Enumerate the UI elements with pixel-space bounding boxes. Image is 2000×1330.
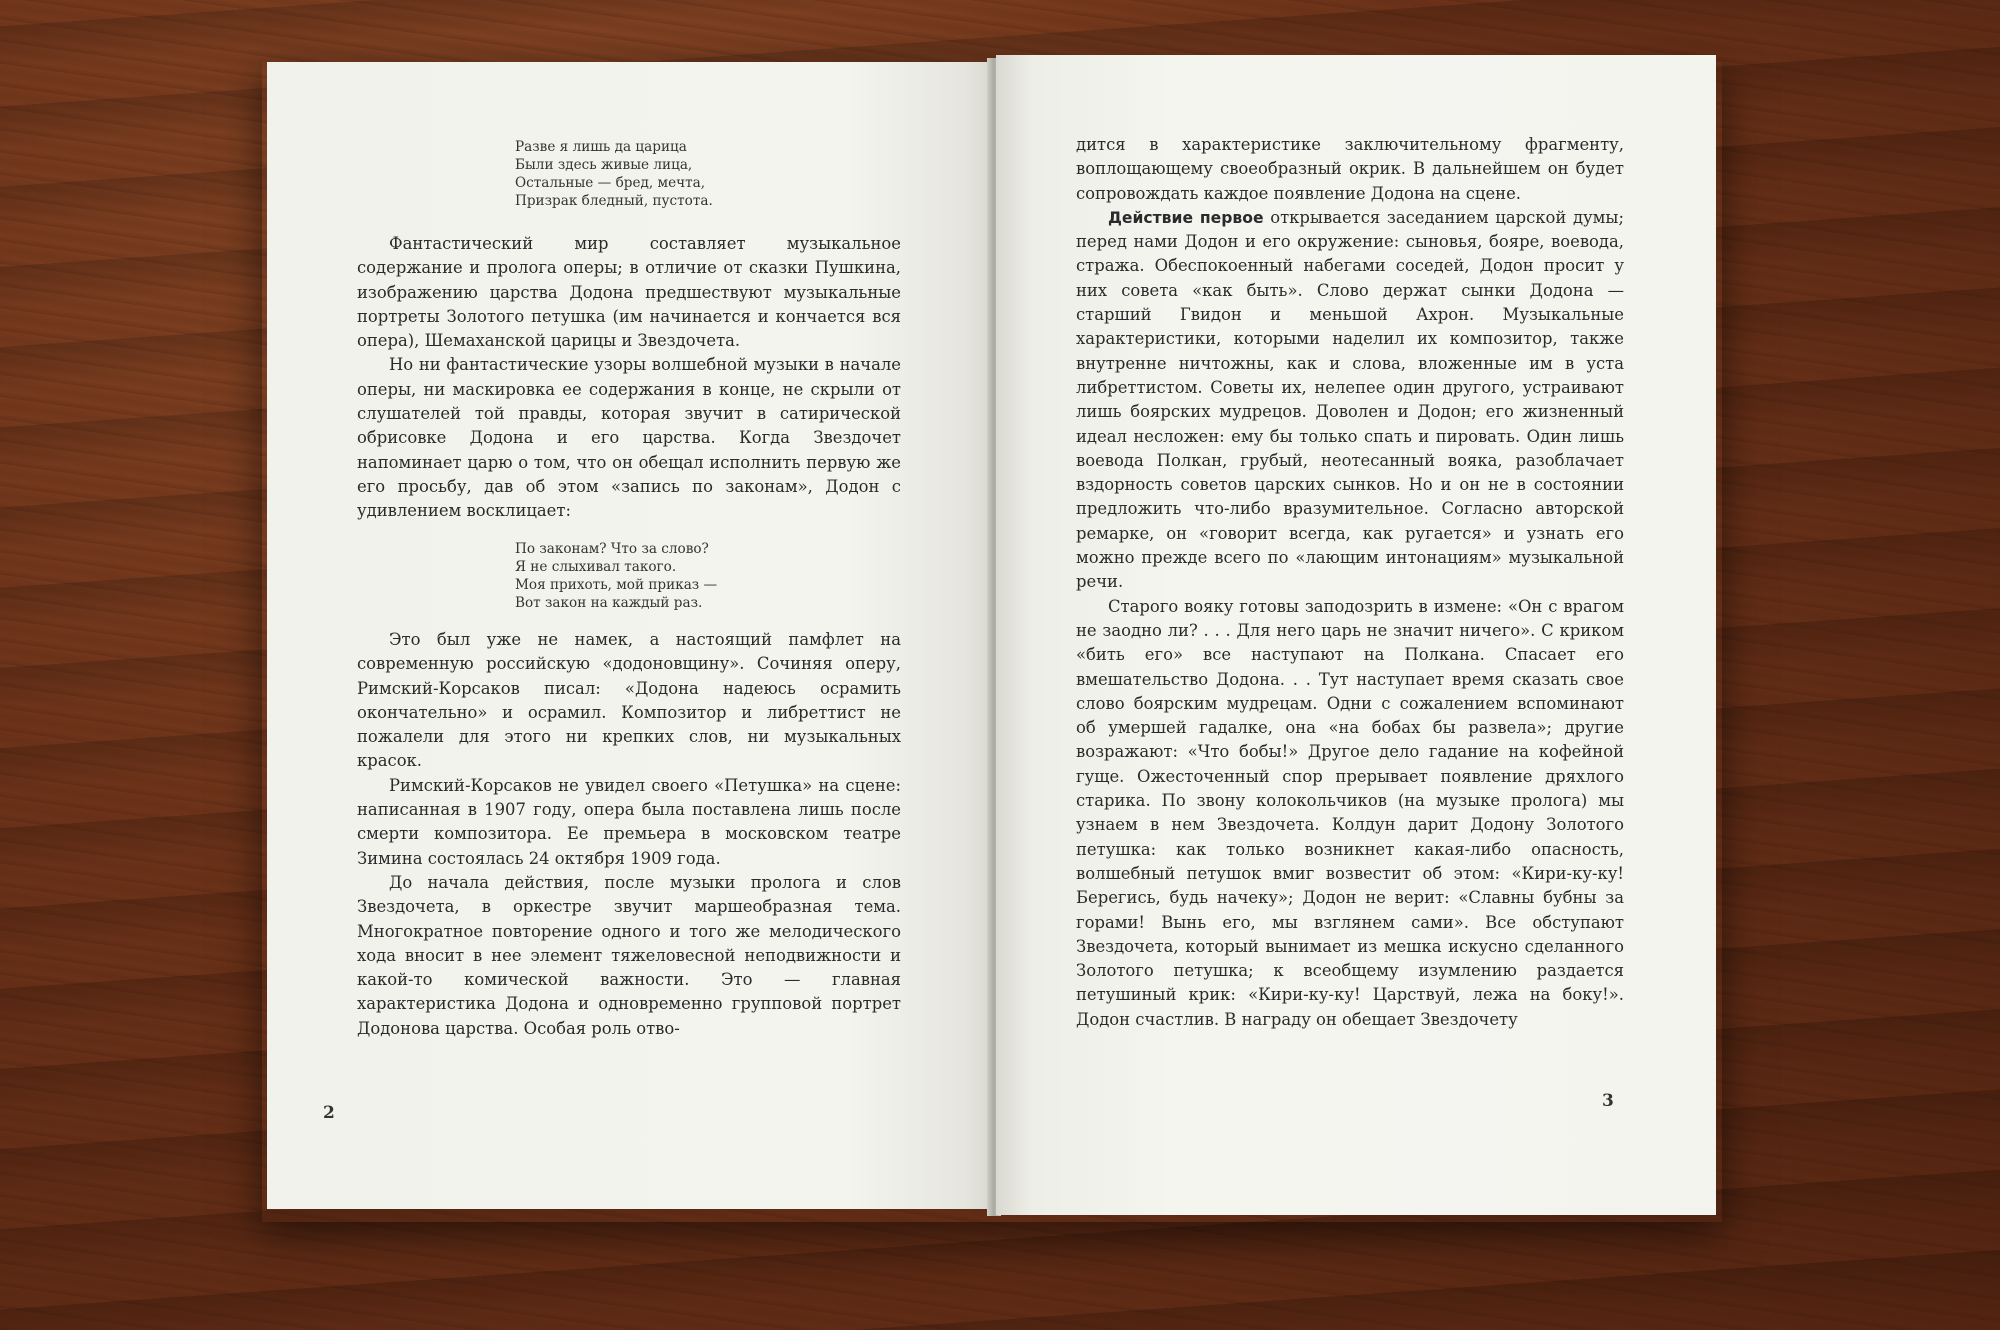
left-page (267, 62, 993, 1209)
page-number: 3 (1602, 1091, 1614, 1111)
verse-line: Я не слыхивал такого. (515, 559, 677, 575)
paragraph (1076, 206, 1624, 595)
text-block-right (1076, 133, 1624, 1032)
text-block-2 (357, 628, 901, 1041)
verse-line: По законам? Что за слово? (515, 541, 709, 557)
paragraph: Фантастический мир составляет музыкальное содержание и пролога оперы; в отличие от сказки Пушкина, изображению царства Додона предшествуют музыкальные портреты Золотого петушка (им начинается и кончается вся опера), Шемаханской царицы и Звездочета. (357, 234, 901, 351)
paragraph: Но ни фантастические узоры волшебной музыки в начале оперы, ни маскировка ее содержания в конце, не скрыли от слушателей той правды, которая звучит в сатирической обрисовке Додона и его царства. Когда Звездочет напоминает царю о том, что он обещал исполнить первую же его просьбу, дав об этом «запись по законам», Додон с удивлением восклицает: (357, 355, 901, 521)
paragraph: Римский-Корсаков не увидел своего «Петушка» на сцене: написанная в 1907 году, опера была поставлена лишь после смерти композитора. Ее премьера в московском театре Зимина состоялась 24 октября 1909 года. (357, 775, 901, 868)
verse-line: Вот закон на каждый раз. (515, 595, 703, 611)
paragraph: До начала действия, после музыки пролога и слов Звездочета, в оркестре звучит маршеобразная тема. Многократное повторение одного и того же мелодического хода вносит в нее элемент тяжеловесной неподвижности и какой-то комической важности. Это — главная характеристика Додона и одновременно групповой портрет Додонова царства. Особая роль отво- (357, 872, 901, 1038)
verse-line: Были здесь живые лица, (515, 157, 693, 173)
paragraph: Это был уже не намек, а настоящий памфлет на современную российскую «додоновщину». Сочиняя оперу, Римский-Корсаков писал: «Додона надеюсь осрамить окончательно» и осрамил. Композитор и либреттист не пожалели для этого ни крепких слов, ни музыкальных красок. (357, 630, 901, 771)
right-page (996, 55, 1716, 1215)
paragraph: дится в характеристике заключительному фрагменту, воплощающему своеобразный окрик. В дальнейшем он будет сопровождать каждое появление Додона на сцене. (1076, 135, 1624, 203)
verse-stanza-2 (515, 540, 717, 612)
verse-line: Моя прихоть, мой приказ — (515, 577, 718, 593)
paragraph: Старого вояку готовы заподозрить в измене: «Он с врагом не заодно ли? . . . Для него царь не значит ничего». С криком «бить его» все наступают на Полкана. Спасает его вмешательство Додона. . . Тут наступает время сказать свое слово боярским мудрецам. Одни с сожалением вспоминают об умершей гадалке, она «на бобах бы развела»; другие возражают: «Что бобы!» Другое дело гадание на кофейной гуще. Ожесточенный спор прерывает появление дряхлого старика. По звону колокольчиков (на музыке пролога) мы узнаем в нем Звездочета. Колдун дарит Додону Золотого петушка: как только возникнет какая-либо опасность, волшебный петушок вмиг возвестит об этом: «Кири-ку-ку! Берегись, будь начеку»; Додон не верит: «Славны бубны за горами! Вынь его, мы взглянем сами». Все обступают Звездочета, который вынимает из мешка искусно сделанного Золотого петушка; к всеобщему изумлению раздается петушиный крик: «Кири-ку-ку! Царствуй, лежа на боку!». Додон счастлив. В награду он обещает Звездочету (1076, 596, 1624, 1029)
act-heading: Действие первое (1108, 208, 1264, 227)
paragraph-text: открывается заседанием царской думы; перед нами Додон и его окружение: сыновья, бояре, воевода, стража. Обеспокоенный набегами соседей, Додон просит у них совета «как быть». Слово держат сынки Додона — старший Гвидон и меньшой Ахрон. Музыкальные характеристики, которыми наделил их композитор, также внутренне ничтожны, как и слова, вложенные им в уста либреттистом. Советы их, нелепее один другого, устраивают лишь боярских мудрецов. Доволен и Додон; его жизненный идеал несложен: ему бы только спать и пировать. Один лишь воевода Полкан, грубый, неотесанный вояка, разоблачает вздорность советов царских сынков. Но и он не в состоянии предложить что-либо вразумительное. Согласно авторской ремарке, он «говорит всегда, как ругается» и узнать его можно прежде всего по «лающим интонациям» музыкальной речи. (1076, 207, 1624, 592)
verse-line: Разве я лишь да царица (515, 139, 687, 155)
verse-stanza-1 (515, 138, 713, 210)
page-number: 2 (323, 1103, 335, 1123)
text-block-1 (357, 232, 901, 524)
verse-line: Призрак бледный, пустота. (515, 193, 713, 209)
verse-line: Остальные — бред, мечта, (515, 175, 706, 191)
